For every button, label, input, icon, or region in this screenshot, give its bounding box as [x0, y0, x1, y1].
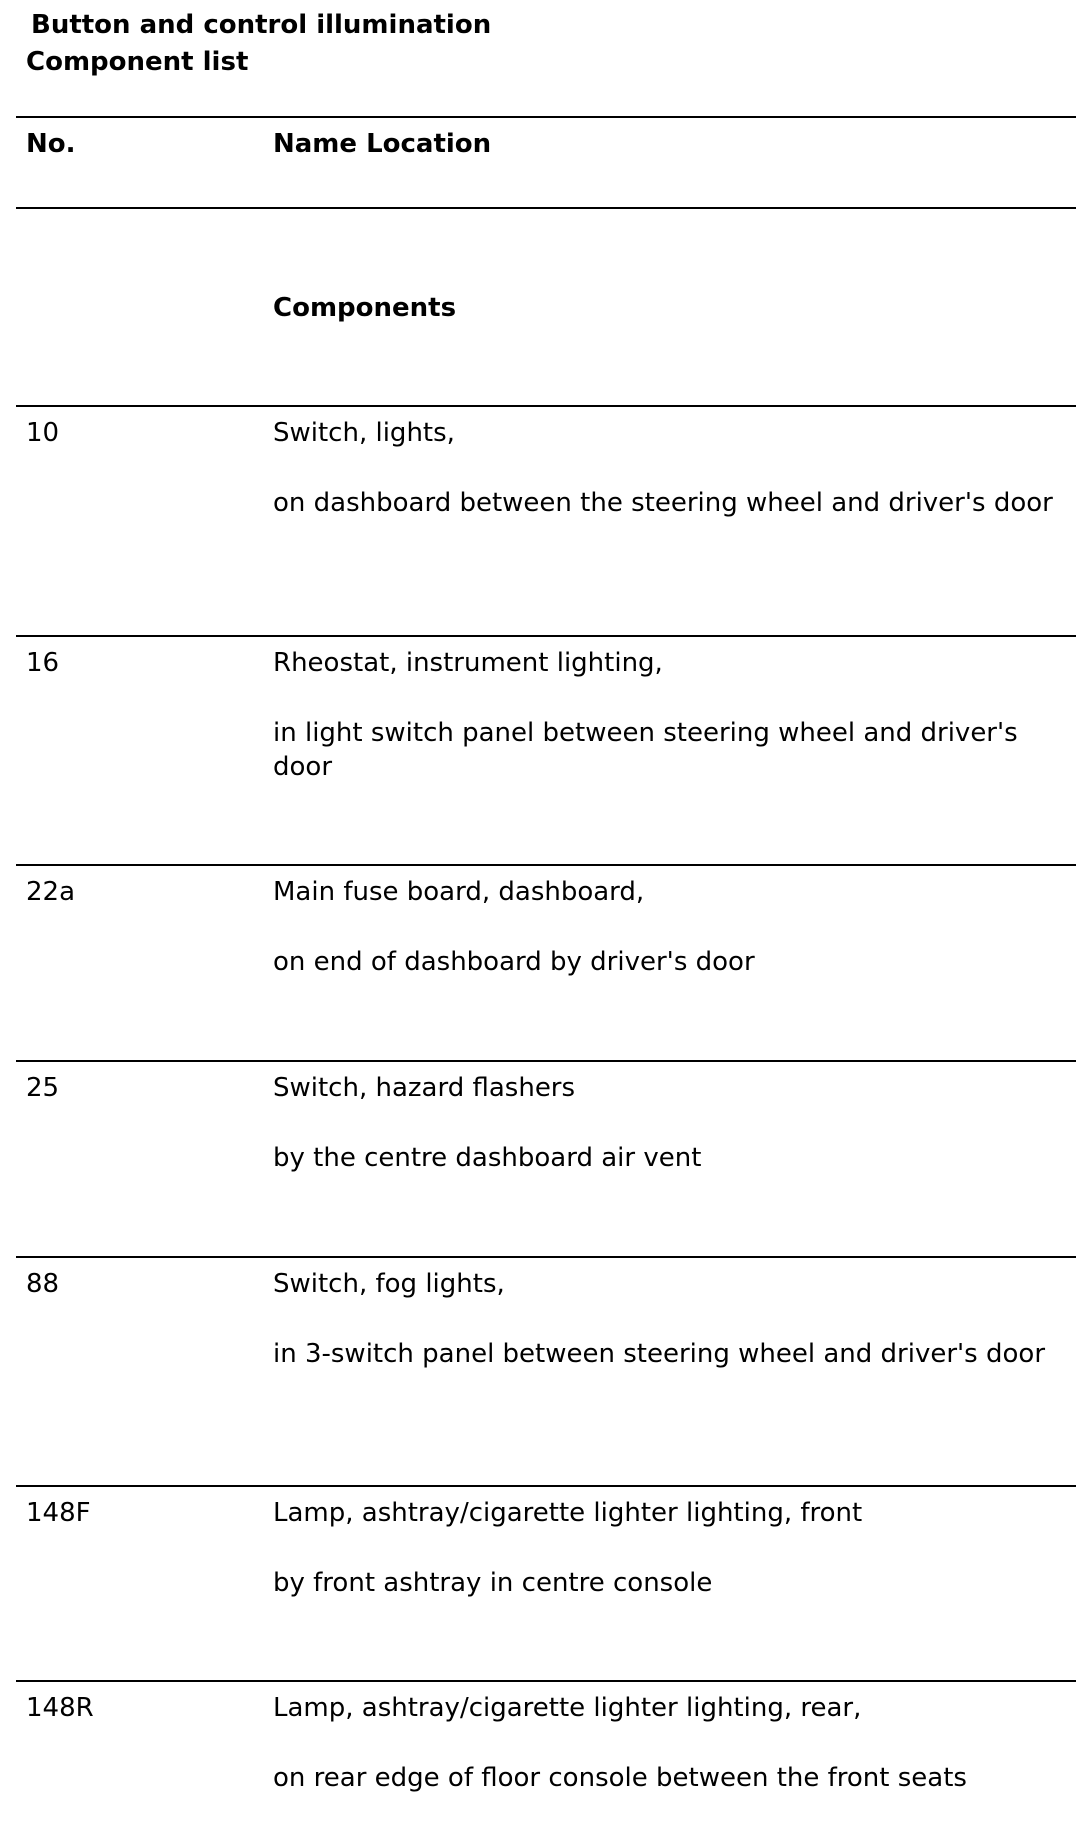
document-subtitle: Component list	[26, 47, 249, 77]
row-location: on dashboard between the steering wheel and driver's door	[273, 488, 1053, 518]
row-divider	[16, 1256, 1076, 1258]
row-name: Lamp, ashtray/cigarette lighter lighting, rear,	[273, 1693, 862, 1723]
row-location: in light switch panel between steering wheel and driver's door	[273, 718, 1018, 782]
section-label: Components	[273, 293, 457, 323]
row-location: on rear edge of floor console between the front seats	[273, 1763, 967, 1793]
row-number: 25	[26, 1073, 60, 1103]
row-divider	[16, 635, 1076, 637]
row-location: in 3-switch panel between steering wheel and driver's door	[273, 1339, 1046, 1369]
column-header-no: No.	[26, 129, 76, 159]
row-location: by front ashtray in centre console	[273, 1568, 713, 1598]
row-name: Lamp, ashtray/cigarette lighter lighting, front	[273, 1498, 863, 1528]
row-divider	[16, 1680, 1076, 1682]
row-name: Switch, fog lights,	[273, 1269, 505, 1299]
row-divider	[16, 1060, 1076, 1062]
header-bottom-rule	[16, 207, 1076, 209]
row-number: 22a	[26, 877, 76, 907]
table-top-rule	[16, 116, 1076, 118]
row-name: Rheostat, instrument lighting,	[273, 648, 663, 678]
row-divider	[16, 864, 1076, 866]
document-title: Button and control illumination	[31, 10, 492, 40]
column-header-name-location: Name Location	[273, 129, 492, 159]
row-location: on end of dashboard by driver's door	[273, 947, 755, 977]
row-number: 16	[26, 648, 60, 678]
row-divider	[16, 1485, 1076, 1487]
row-number: 148F	[26, 1498, 91, 1528]
row-location: by the centre dashboard air vent	[273, 1143, 702, 1173]
row-number: 148R	[26, 1693, 94, 1723]
row-name: Main fuse board, dashboard,	[273, 877, 645, 907]
row-divider	[16, 405, 1076, 407]
row-number: 88	[26, 1269, 60, 1299]
row-number: 10	[26, 418, 60, 448]
row-name: Switch, lights,	[273, 418, 455, 448]
row-name: Switch, hazard flashers	[273, 1073, 576, 1103]
